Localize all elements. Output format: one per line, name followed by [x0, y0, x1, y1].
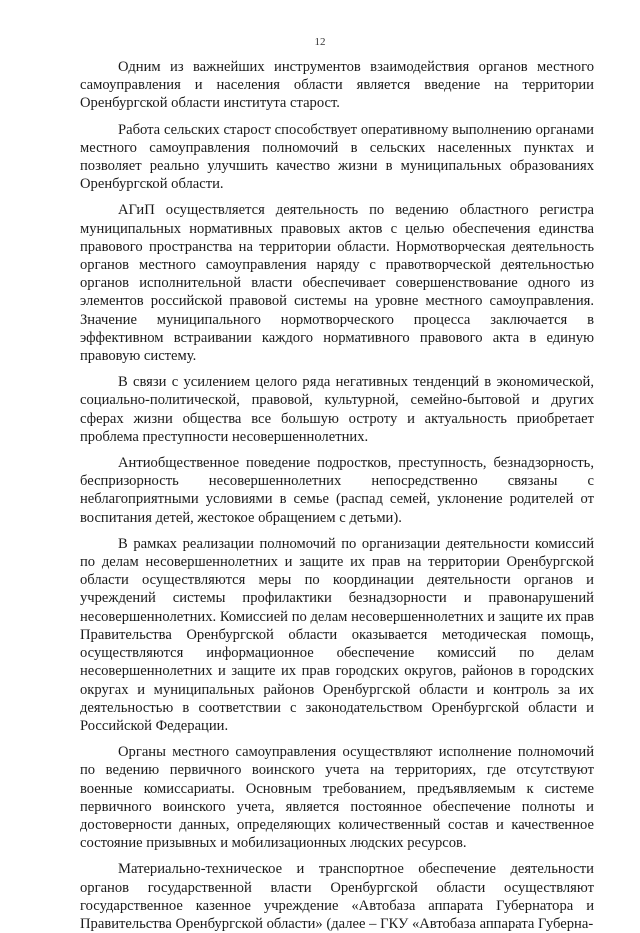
paragraph-starosty-institute: Одним из важнейших инструментов взаимодействия органов местного самоуправления и населения области является введение на территории Оренбургской области института старост.	[80, 59, 594, 112]
paragraph-antisocial-behavior: Антиобщественное поведение подростков, преступность, безнадзорность, беспризорность несовершеннолетних непосредственно связаны с неблагоприятными условиями в семье (распад семей, уклонение родителей от воспитания детей, жестокое обращением с детьми).	[80, 455, 594, 526]
paragraph-municipal-register: АГиП осуществляется деятельность по ведению областного регистра муниципальных нормативных правовых актов с целью обеспечения единства правового пространства на территории области. Нормотворческая деятельность органов местного самоуправления наряду с правотворческой деятельностью органов исполнительной власти обеспечивает совершенствование одного из элементов российской правовой системы на уровне местного самоуправления. Значение муниципального нормотворческого процесса заключается в эффективном встраивании каждого нормативного правового акта в единую правовую систему.	[80, 202, 594, 365]
page-number: 12	[314, 36, 326, 48]
paragraph-juvenile-commissions: В рамках реализации полномочий по организации деятельности комиссий по делам несовершеннолетних и защите их прав на территории Оренбургской области осуществляются меры по координации деятельности органов и учреждений системы профилактики безнадзорности и правонарушений несовершеннолетних. Комиссией по делам несовершеннолетних и защите их прав Правительства Оренбургской области оказывается методическая помощь, осуществляются информационное обеспечение комиссий по делам несовершеннолетних и защите их прав городских округов, районов в городских округах и муниципальных районов Оренбургской области и контроль за их деятельностью в соответствии с законодательством Оренбургской области и Российской Федерации.	[80, 535, 594, 734]
paragraph-motor-depot: Материально-техническое и транспортное обеспечение деятельности органов государственной власти Оренбургской области осуществляют государственное казенное учреждение «Автобаза аппарата Губернатора и Правительства Оренбургской области» (далее – ГКУ «Автобаза аппарата Губерна-	[80, 861, 594, 932]
paragraph-village-elders: Работа сельских старост способствует оперативному выполнению органами местного самоуправления полномочий в сельских населенных пунктах и позволяет реально улучшить качество жизни в муниципальных образованиях Оренбургской области.	[80, 121, 594, 193]
paragraph-juvenile-crime: В связи с усилением целого ряда негативных тенденций в экономической, социально-политической, правовой, культурной, семейно-бытовой и других сферах жизни общества все большую остроту и актуальность приобретает проблема преступности несовершеннолетних.	[80, 374, 594, 445]
document-body	[80, 58, 594, 933]
paragraph-military-registration: Органы местного самоуправления осуществляют исполнение полномочий по ведению первичного воинского учета на территориях, где отсутствуют военные комиссариаты. Основным требованием, предъявляемым к системе первичного воинского учета, является постоянное обеспечение полноты и достоверности данных, определяющих количественный состав и качественное состояние призывных и мобилизационных людских ресурсов.	[80, 744, 594, 852]
